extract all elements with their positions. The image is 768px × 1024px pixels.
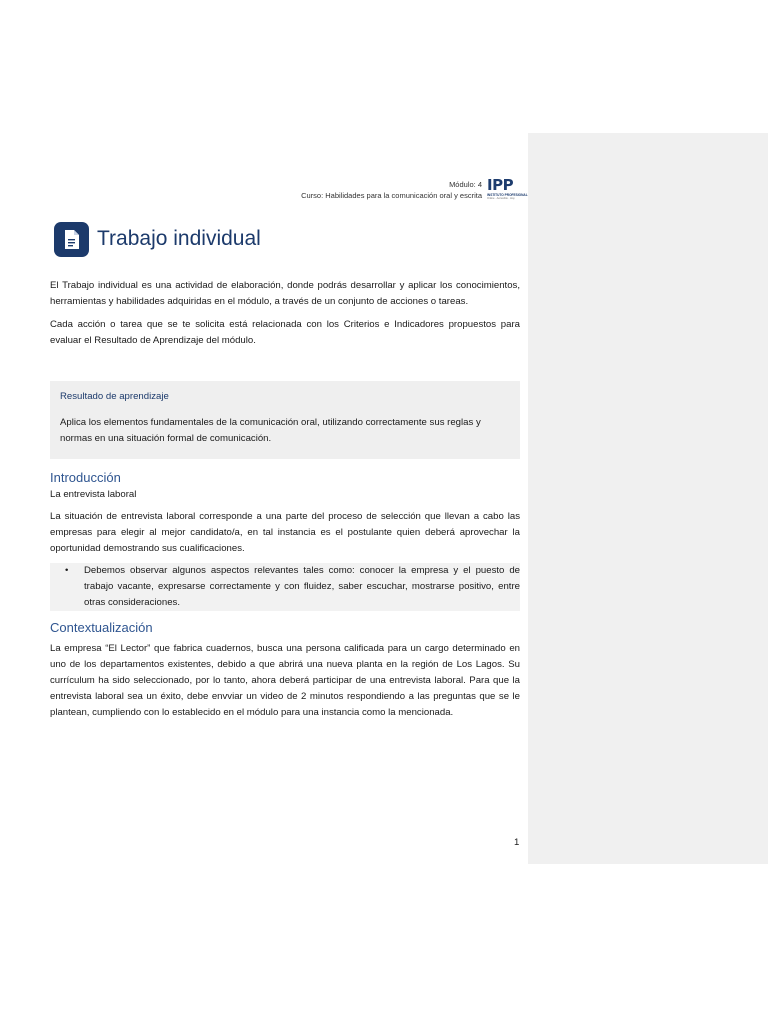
page-title: Trabajo individual	[97, 227, 261, 250]
introduccion-heading: Introducción	[50, 470, 121, 485]
introduccion-paragraph: La situación de entrevista laboral corresponde a una parte del proceso de selección que llevan a cabo las empresas para elegir al mejor candidato/a, en tal instancia es el postulante quien deberá aprovechar la oportunidad demostrando sus cualificaciones.	[50, 511, 520, 554]
intro-paragraph-1: El Trabajo individual es una actividad de elaboración, donde podrás desarrollar y aplicar los conocimientos, herramientas y habilidades adquiridas en el módulo, a través de un conjunto de acciones o tareas.	[50, 280, 520, 307]
learning-outcome-box	[50, 381, 520, 459]
page-number: 1	[514, 837, 520, 848]
introduccion-subheading: La entrevista laboral	[50, 489, 137, 500]
contextualizacion-heading: Contextualización	[50, 620, 153, 635]
course-label: Curso: Habilidades para la comunicación oral y escrita	[301, 191, 482, 200]
ipp-logo	[487, 176, 528, 204]
page-header	[301, 179, 482, 201]
document-body	[50, 278, 520, 721]
learning-outcome-text: Aplica los elementos fundamentales de la comunicación oral, utilizando correctamente sus reglas y normas en una situación formal de comunicación.	[60, 417, 481, 444]
logo-tagline: Online · Accesible · Hoy	[487, 197, 515, 200]
contextualizacion-paragraph: La empresa “El Lector” que fabrica cuadernos, busca una persona calificada para un cargo determinado en uno de los departamentos existentes, debido a que abrirá una nueva planta en la región de Los Lagos. Su currículum ha sido seleccionado, por lo tanto, ahora deberá participar de una entrevista laboral. Para que la entrevista laboral sea un éxito, debe envviar un video de 2 minutos respondiendo a las preguntas que se le plantean, cumpliendo con lo establecido en el módulo para una instancia como la mencionada.	[50, 643, 520, 718]
learning-outcome-label: Resultado de aprendizaje	[60, 391, 169, 402]
bullet-item: • Debemos observar algunos aspectos relevantes tales como: conocer la empresa y el puesto de trabajo vacante, expresarse correctamente y con fluidez, saber escuchar, mostrarse positivo, entre otras consideraciones.	[50, 563, 520, 611]
comment-pane	[528, 133, 768, 864]
logo-subtitle: INSTITUTO PROFESIONAL	[487, 193, 528, 197]
module-label: Módulo: 4	[449, 180, 482, 189]
intro-paragraph-2: Cada acción o tarea que se te solicita está relacionada con los Criterios e Indicadores propuestos para evaluar el Resultado de Aprendizaje del módulo.	[50, 319, 520, 346]
document-icon	[54, 222, 89, 257]
logo-text: IPP	[487, 176, 514, 194]
